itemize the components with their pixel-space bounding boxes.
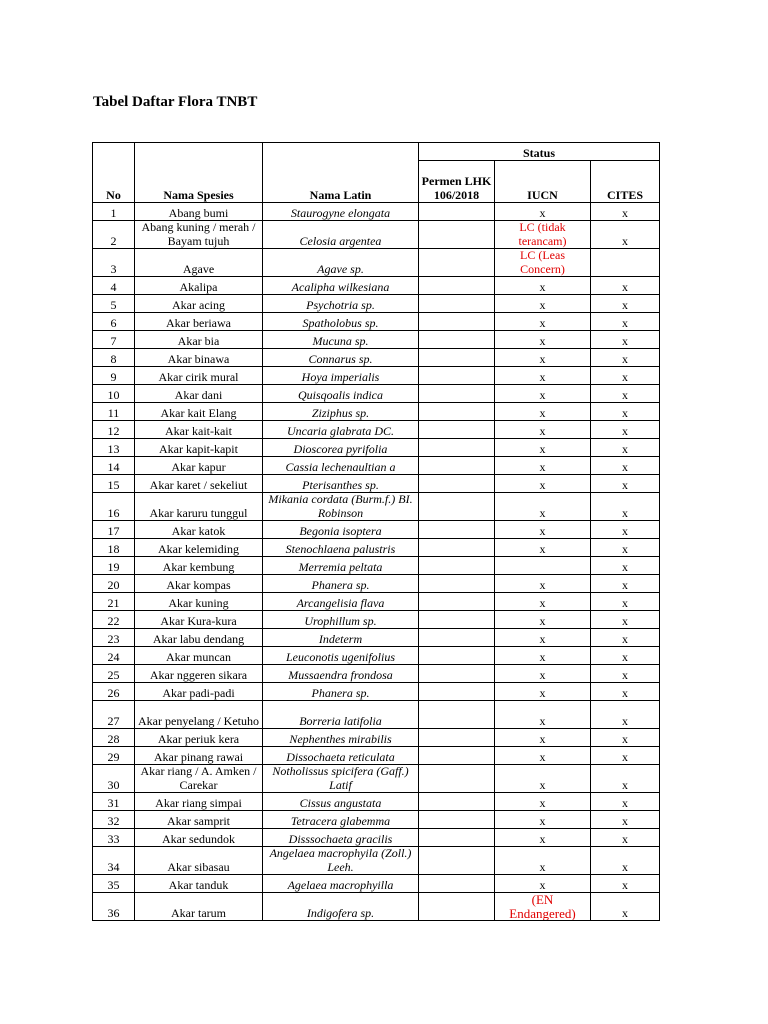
- row-cites: x: [591, 349, 660, 367]
- row-cites: x: [591, 629, 660, 647]
- row-nama-latin: Disssochaeta gracilis: [263, 829, 419, 847]
- row-cites: x: [591, 403, 660, 421]
- row-permen: [419, 203, 495, 221]
- row-nama-latin: Mikania cordata (Burm.f.) BI. Robinson: [263, 493, 419, 521]
- header-iucn: IUCN: [495, 161, 591, 203]
- row-permen: [419, 847, 495, 875]
- row-permen: [419, 539, 495, 557]
- table-row: [93, 611, 660, 629]
- table-row: [93, 349, 660, 367]
- row-iucn: (EN Endangered): [495, 893, 591, 921]
- row-no: 3: [93, 249, 135, 277]
- row-permen: [419, 475, 495, 493]
- row-nama-latin: Borreria latifolia: [263, 701, 419, 729]
- row-no: 27: [93, 701, 135, 729]
- row-iucn: x: [495, 683, 591, 701]
- table-row: [93, 893, 660, 921]
- table-row: [93, 683, 660, 701]
- row-no: 35: [93, 875, 135, 893]
- row-nama-spesies: Agave: [135, 249, 263, 277]
- row-permen: [419, 557, 495, 575]
- row-iucn: x: [495, 575, 591, 593]
- row-iucn: x: [495, 331, 591, 349]
- row-cites: x: [591, 575, 660, 593]
- row-nama-spesies: Akar penyelang / Ketuho: [135, 701, 263, 729]
- row-nama-spesies: Akar cirik mural: [135, 367, 263, 385]
- table-row: [93, 593, 660, 611]
- row-nama-spesies: Akar binawa: [135, 349, 263, 367]
- row-permen: [419, 295, 495, 313]
- row-cites: x: [591, 439, 660, 457]
- row-nama-latin: Uncaria glabrata DC.: [263, 421, 419, 439]
- row-iucn: x: [495, 475, 591, 493]
- row-nama-latin: Connarus sp.: [263, 349, 419, 367]
- page-title: Tabel Daftar Flora TNBT: [93, 94, 258, 110]
- row-cites: x: [591, 611, 660, 629]
- table-row: [93, 385, 660, 403]
- row-iucn: x: [495, 439, 591, 457]
- row-iucn: x: [495, 593, 591, 611]
- flora-table-body: [93, 203, 660, 921]
- row-cites: x: [591, 683, 660, 701]
- row-no: 8: [93, 349, 135, 367]
- row-nama-latin: Notholissus spicifera (Gaff.) Latif: [263, 765, 419, 793]
- row-no: 30: [93, 765, 135, 793]
- row-nama-spesies: Akar kembung: [135, 557, 263, 575]
- row-nama-latin: Acalipha wilkesiana: [263, 277, 419, 295]
- table-row: [93, 665, 660, 683]
- row-permen: [419, 701, 495, 729]
- row-cites: x: [591, 421, 660, 439]
- table-row: [93, 765, 660, 793]
- row-iucn: x: [495, 457, 591, 475]
- table-row: [93, 729, 660, 747]
- row-nama-spesies: Akar katok: [135, 521, 263, 539]
- row-nama-latin: Mucuna sp.: [263, 331, 419, 349]
- table-row: [93, 221, 660, 249]
- row-nama-spesies: Akar beriawa: [135, 313, 263, 331]
- row-no: 17: [93, 521, 135, 539]
- row-nama-latin: Nephenthes mirabilis: [263, 729, 419, 747]
- row-no: 31: [93, 793, 135, 811]
- header-no: No: [93, 143, 135, 203]
- row-no: 22: [93, 611, 135, 629]
- row-cites: x: [591, 593, 660, 611]
- row-no: 4: [93, 277, 135, 295]
- row-nama-latin: Dioscorea pyrifolia: [263, 439, 419, 457]
- header-cites: CITES: [591, 161, 660, 203]
- row-no: 12: [93, 421, 135, 439]
- row-nama-spesies: Akar Kura-kura: [135, 611, 263, 629]
- row-nama-latin: Indigofera sp.: [263, 893, 419, 921]
- row-cites: x: [591, 475, 660, 493]
- table-row: [93, 539, 660, 557]
- row-iucn: x: [495, 521, 591, 539]
- row-iucn: x: [495, 295, 591, 313]
- row-no: 34: [93, 847, 135, 875]
- row-no: 33: [93, 829, 135, 847]
- row-no: 6: [93, 313, 135, 331]
- row-iucn: x: [495, 701, 591, 729]
- row-iucn: x: [495, 793, 591, 811]
- row-permen: [419, 811, 495, 829]
- row-nama-latin: Mussaendra frondosa: [263, 665, 419, 683]
- row-no: 19: [93, 557, 135, 575]
- row-permen: [419, 421, 495, 439]
- row-iucn: x: [495, 665, 591, 683]
- row-permen: [419, 765, 495, 793]
- table-row: [93, 457, 660, 475]
- row-nama-latin: Leuconotis ugenifolius: [263, 647, 419, 665]
- table-row: [93, 701, 660, 729]
- row-iucn: LC (tidak terancam): [495, 221, 591, 249]
- row-iucn: x: [495, 629, 591, 647]
- row-cites: x: [591, 539, 660, 557]
- row-no: 26: [93, 683, 135, 701]
- table-row: [93, 811, 660, 829]
- row-iucn: LC (Leas Concern): [495, 249, 591, 277]
- row-no: 10: [93, 385, 135, 403]
- header-permen: Permen LHK 106/2018: [419, 161, 495, 203]
- row-nama-latin: Ziziphus sp.: [263, 403, 419, 421]
- row-nama-spesies: Akar kapur: [135, 457, 263, 475]
- row-nama-latin: Pterisanthes sp.: [263, 475, 419, 493]
- row-no: 13: [93, 439, 135, 457]
- row-permen: [419, 457, 495, 475]
- row-nama-spesies: Akar acing: [135, 295, 263, 313]
- header-nama-spesies: Nama Spesies: [135, 143, 263, 203]
- row-nama-spesies: Akar tanduk: [135, 875, 263, 893]
- row-permen: [419, 593, 495, 611]
- row-iucn: x: [495, 729, 591, 747]
- table-row: [93, 421, 660, 439]
- row-permen: [419, 629, 495, 647]
- row-nama-spesies: Akar kompas: [135, 575, 263, 593]
- row-no: 11: [93, 403, 135, 421]
- row-no: 36: [93, 893, 135, 921]
- row-nama-spesies: Akar sedundok: [135, 829, 263, 847]
- row-nama-latin: Indeterm: [263, 629, 419, 647]
- row-nama-spesies: Akar samprit: [135, 811, 263, 829]
- table-row: [93, 331, 660, 349]
- row-nama-spesies: Akar tarum: [135, 893, 263, 921]
- row-nama-latin: Dissochaeta reticulata: [263, 747, 419, 765]
- row-nama-spesies: Akar muncan: [135, 647, 263, 665]
- row-nama-latin: Spatholobus sp.: [263, 313, 419, 331]
- table-row: [93, 277, 660, 295]
- row-nama-latin: Staurogyne elongata: [263, 203, 419, 221]
- row-no: 7: [93, 331, 135, 349]
- row-cites: x: [591, 747, 660, 765]
- row-nama-spesies: Akar pinang rawai: [135, 747, 263, 765]
- row-nama-latin: Quisqoalis indica: [263, 385, 419, 403]
- row-cites: x: [591, 647, 660, 665]
- table-row: [93, 367, 660, 385]
- row-cites: x: [591, 765, 660, 793]
- row-nama-spesies: Akar padi-padi: [135, 683, 263, 701]
- row-cites: [591, 249, 660, 277]
- row-cites: x: [591, 701, 660, 729]
- row-cites: x: [591, 521, 660, 539]
- row-nama-spesies: Akar kait Elang: [135, 403, 263, 421]
- header-status: Status: [419, 143, 660, 161]
- row-permen: [419, 313, 495, 331]
- row-permen: [419, 793, 495, 811]
- table-row: [93, 647, 660, 665]
- row-nama-latin: Agave sp.: [263, 249, 419, 277]
- row-nama-spesies: Akar riang simpai: [135, 793, 263, 811]
- row-nama-latin: Psychotria sp.: [263, 295, 419, 313]
- row-permen: [419, 611, 495, 629]
- row-nama-spesies: Akar kelemiding: [135, 539, 263, 557]
- row-nama-latin: Phanera sp.: [263, 683, 419, 701]
- row-cites: x: [591, 313, 660, 331]
- table-row: [93, 475, 660, 493]
- table-row: [93, 575, 660, 593]
- row-iucn: x: [495, 349, 591, 367]
- row-iucn: x: [495, 647, 591, 665]
- row-nama-latin: Arcangelisia flava: [263, 593, 419, 611]
- row-cites: x: [591, 221, 660, 249]
- row-no: 32: [93, 811, 135, 829]
- row-no: 5: [93, 295, 135, 313]
- row-nama-latin: Agelaea macrophyilla: [263, 875, 419, 893]
- row-iucn: x: [495, 829, 591, 847]
- row-nama-spesies: Akar periuk kera: [135, 729, 263, 747]
- row-iucn: x: [495, 765, 591, 793]
- row-permen: [419, 439, 495, 457]
- row-cites: x: [591, 457, 660, 475]
- row-nama-latin: Angelaea macrophyila (Zoll.) Leeh.: [263, 847, 419, 875]
- row-nama-spesies: Akar sibasau: [135, 847, 263, 875]
- row-no: 16: [93, 493, 135, 521]
- row-nama-spesies: Akar kuning: [135, 593, 263, 611]
- row-iucn: x: [495, 493, 591, 521]
- row-nama-spesies: Abang kuning / merah / Bayam tujuh: [135, 221, 263, 249]
- row-cites: x: [591, 665, 660, 683]
- row-cites: x: [591, 729, 660, 747]
- row-nama-latin: Stenochlaena palustris: [263, 539, 419, 557]
- row-iucn: x: [495, 875, 591, 893]
- row-no: 24: [93, 647, 135, 665]
- row-permen: [419, 249, 495, 277]
- row-iucn: x: [495, 203, 591, 221]
- row-iucn: x: [495, 847, 591, 875]
- table-row: [93, 747, 660, 765]
- table-row: [93, 439, 660, 457]
- row-no: 28: [93, 729, 135, 747]
- row-nama-spesies: Abang bumi: [135, 203, 263, 221]
- row-permen: [419, 829, 495, 847]
- row-nama-spesies: Akar kapit-kapit: [135, 439, 263, 457]
- row-nama-spesies: Akalipa: [135, 277, 263, 295]
- row-iucn: [495, 557, 591, 575]
- row-permen: [419, 221, 495, 249]
- row-nama-latin: Hoya imperialis: [263, 367, 419, 385]
- row-permen: [419, 647, 495, 665]
- table-row: [93, 793, 660, 811]
- row-nama-latin: Tetracera glabemma: [263, 811, 419, 829]
- row-permen: [419, 729, 495, 747]
- row-cites: x: [591, 493, 660, 521]
- row-cites: x: [591, 331, 660, 349]
- row-permen: [419, 349, 495, 367]
- row-permen: [419, 875, 495, 893]
- table-row: [93, 203, 660, 221]
- row-permen: [419, 747, 495, 765]
- row-no: 15: [93, 475, 135, 493]
- row-nama-spesies: Akar bia: [135, 331, 263, 349]
- row-permen: [419, 367, 495, 385]
- row-permen: [419, 493, 495, 521]
- table-row: [93, 493, 660, 521]
- row-permen: [419, 385, 495, 403]
- row-cites: x: [591, 385, 660, 403]
- row-nama-spesies: Akar nggeren sikara: [135, 665, 263, 683]
- table-row: [93, 313, 660, 331]
- row-nama-latin: Cissus angustata: [263, 793, 419, 811]
- row-nama-latin: Merremia peltata: [263, 557, 419, 575]
- table-row: [93, 403, 660, 421]
- row-no: 23: [93, 629, 135, 647]
- row-permen: [419, 331, 495, 349]
- row-no: 14: [93, 457, 135, 475]
- row-no: 20: [93, 575, 135, 593]
- row-nama-spesies: Akar karuru tunggul: [135, 493, 263, 521]
- table-row: [93, 249, 660, 277]
- row-permen: [419, 403, 495, 421]
- row-cites: x: [591, 203, 660, 221]
- row-cites: x: [591, 893, 660, 921]
- table-row: [93, 521, 660, 539]
- row-no: 29: [93, 747, 135, 765]
- row-iucn: x: [495, 313, 591, 331]
- row-permen: [419, 521, 495, 539]
- row-cites: x: [591, 295, 660, 313]
- row-no: 25: [93, 665, 135, 683]
- row-permen: [419, 665, 495, 683]
- row-cites: x: [591, 557, 660, 575]
- row-cites: x: [591, 829, 660, 847]
- flora-table: [92, 142, 660, 921]
- row-cites: x: [591, 277, 660, 295]
- header-nama-latin: Nama Latin: [263, 143, 419, 203]
- row-nama-latin: Begonia isoptera: [263, 521, 419, 539]
- row-no: 21: [93, 593, 135, 611]
- table-row: [93, 557, 660, 575]
- row-cites: x: [591, 367, 660, 385]
- row-cites: x: [591, 875, 660, 893]
- row-nama-spesies: Akar kait-kait: [135, 421, 263, 439]
- row-iucn: x: [495, 747, 591, 765]
- row-nama-latin: Celosia argentea: [263, 221, 419, 249]
- row-cites: x: [591, 811, 660, 829]
- row-iucn: x: [495, 611, 591, 629]
- row-permen: [419, 277, 495, 295]
- row-cites: x: [591, 847, 660, 875]
- table-row: [93, 295, 660, 313]
- row-permen: [419, 683, 495, 701]
- row-nama-latin: Cassia lechenaultian a: [263, 457, 419, 475]
- row-iucn: x: [495, 277, 591, 295]
- row-nama-spesies: Akar karet / sekeliut: [135, 475, 263, 493]
- row-permen: [419, 575, 495, 593]
- row-nama-spesies: Akar labu dendang: [135, 629, 263, 647]
- row-iucn: x: [495, 539, 591, 557]
- table-row: [93, 875, 660, 893]
- row-no: 2: [93, 221, 135, 249]
- row-iucn: x: [495, 403, 591, 421]
- row-iucn: x: [495, 421, 591, 439]
- row-permen: [419, 893, 495, 921]
- row-nama-latin: Phanera sp.: [263, 575, 419, 593]
- row-no: 1: [93, 203, 135, 221]
- table-row: [93, 847, 660, 875]
- row-no: 18: [93, 539, 135, 557]
- row-no: 9: [93, 367, 135, 385]
- row-iucn: x: [495, 811, 591, 829]
- row-nama-latin: Urophillum sp.: [263, 611, 419, 629]
- row-iucn: x: [495, 385, 591, 403]
- row-nama-spesies: Akar riang / A. Amken / Carekar: [135, 765, 263, 793]
- table-row: [93, 829, 660, 847]
- row-iucn: x: [495, 367, 591, 385]
- row-cites: x: [591, 793, 660, 811]
- table-row: [93, 629, 660, 647]
- row-nama-spesies: Akar dani: [135, 385, 263, 403]
